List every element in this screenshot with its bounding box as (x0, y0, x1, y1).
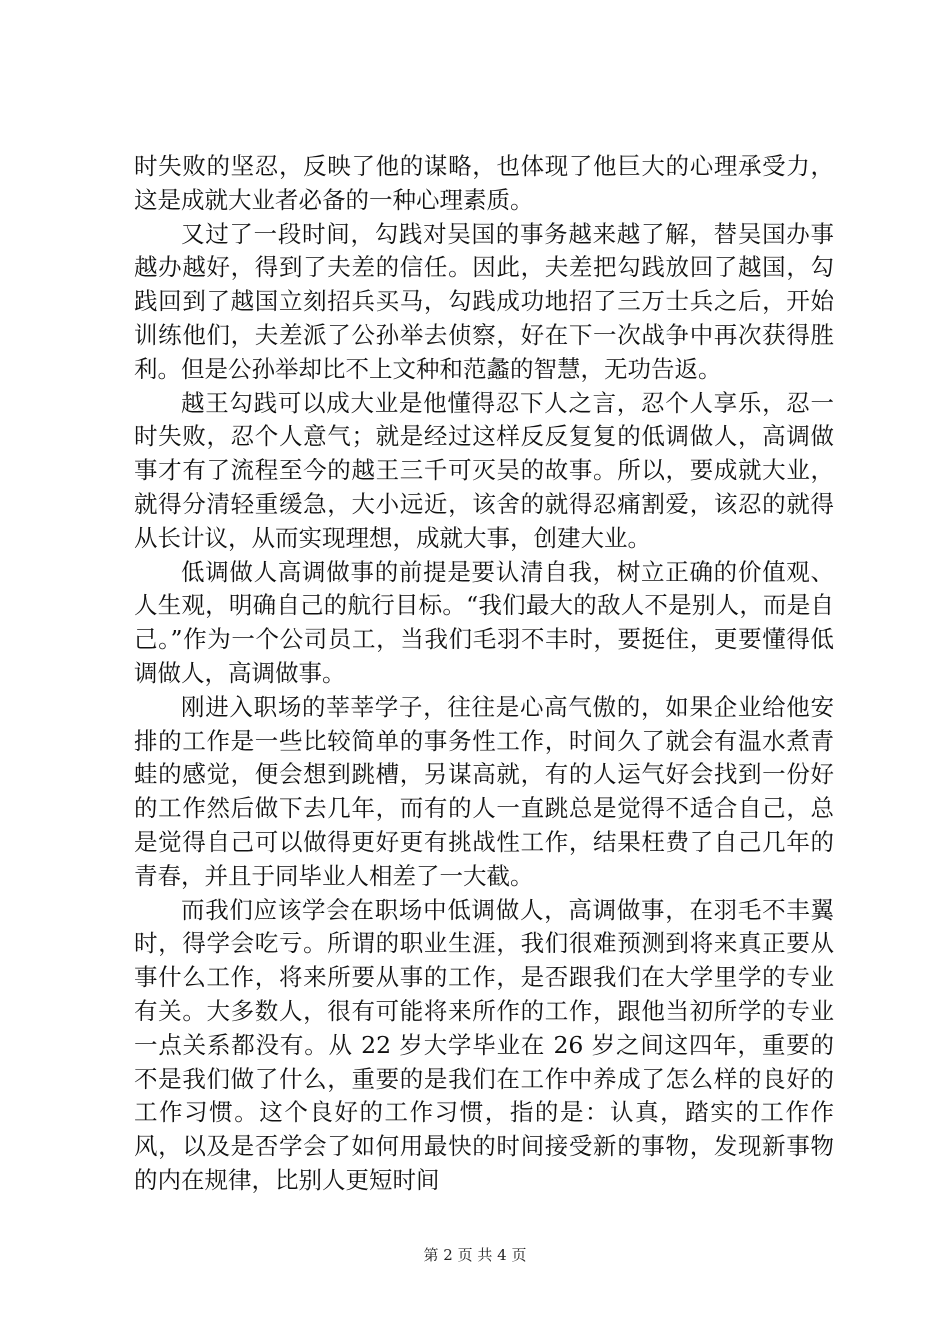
paragraph-4: 低调做人高调做事的前提是要认清自我，树立正确的价值观、人生观，明确自己的航行目标。“我们最大的敌人不是别人，而是自己。”作为一个公司员工，当我们毛羽不丰时，要挺住，更要懂得低调做人，高调做事。 (134, 557, 834, 687)
paragraph-2: 又过了一段时间，勾践对吴国的事务越来越了解，替吴国办事越办越好，得到了夫差的信任。因此，夫差把勾践放回了越国，勾践回到了越国立刻招兵买马，勾践成功地招了三万士兵之后，开始训练他们，夫差派了公孙举去侦察，好在下一次战争中再次获得胜利。但是公孙举却比不上文种和范蠡的智慧，无功告返。 (134, 219, 834, 383)
page-number-footer: 第 2 页 共 4 页 (423, 1246, 527, 1264)
paragraph-3: 越王勾践可以成大业是他懂得忍下人之言，忍个人享乐，忍一时失败，忍个人意气；就是经过这样反反复复的低调做人，高调做事才有了流程至今的越王三千可灭吴的故事。所以，要成就大业，就得分清轻重缓急，大小远近，该舍的就得忍痛割爱，该忍的就得从长计议，从而实现理想，成就大事，创建大业。 (134, 388, 834, 552)
paragraph-6: 而我们应该学会在职场中低调做人，高调做事，在羽毛不丰翼时，得学会吃亏。所谓的职业生涯，我们很难预测到将来真正要从事什么工作，将来所要从事的工作，是否跟我们在大学里学的专业有关。大多数人，很有可能将来所作的工作，跟他当初所学的专业一点关系都没有。从 22 岁大学毕业在 26 岁之间这四年，重要的不是我们做了什么，重要的是我们在工作中养成了怎么样的良好的工作习惯。这个良好的工作习惯，指的是：认真，踏实的工作作风，以及是否学会了如何用最快的时间接受新的事物，发现新事物的内在规律，比别人更短时间 (134, 895, 834, 1194)
paragraph-5: 刚进入职场的莘莘学子，往往是心高气傲的，如果企业给他安排的工作是一些比较简单的事务性工作，时间久了就会有温水煮青蛙的感觉，便会想到跳槽，另谋高就，有的人运气好会找到一份好的工作然后做下去几年，而有的人一直跳总是觉得不适合自己，总是觉得自己可以做得更好更有挑战性工作，结果枉费了自己几年的青春，并且于同毕业人相差了一大截。 (134, 692, 834, 890)
body-text (134, 150, 834, 1198)
paragraph-1: 时失败的坚忍，反映了他的谋略，也体现了他巨大的心理承受力，这是成就大业者必备的一种心理素质。 (134, 152, 834, 214)
